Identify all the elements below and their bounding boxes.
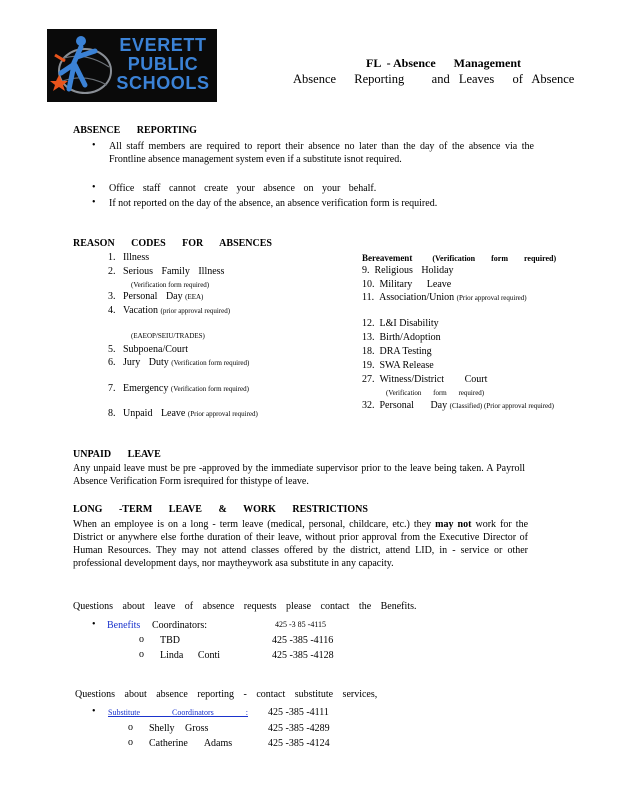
reason-codes-left-list	[108, 252, 308, 432]
bullet: •	[92, 706, 96, 717]
code-number: 7.	[108, 383, 116, 394]
code-note: (Prior approval required)	[456, 294, 527, 302]
code-number: 2.	[108, 266, 116, 277]
everett-public-schools-logo	[47, 29, 217, 102]
contact-name: Shelly Gross	[149, 723, 209, 734]
bullet: •	[92, 140, 96, 151]
circle-bullet: o	[139, 649, 144, 660]
code-note: (Verification form required)	[131, 281, 210, 289]
not-emphasis: not	[457, 519, 472, 530]
long-term-text	[73, 518, 528, 570]
absence-reporting-heading: ABSENCE REPORTING	[73, 125, 197, 136]
absence-bullet-3: If not reported on the day of the absence, an absence verification form is required.	[109, 198, 438, 209]
code-label: Subpoena/Court	[123, 344, 188, 355]
contact-phone: 425 -385 -4289	[268, 723, 330, 734]
code-label: SWA Release	[379, 360, 434, 371]
benefits-label: Coordinators:	[152, 620, 207, 631]
code-number: 9.	[362, 265, 370, 276]
code-note: (prior approval required)	[160, 307, 231, 315]
code-note: (Classified) (Prior approval required)	[449, 402, 554, 410]
code-label: Emergency	[123, 383, 169, 394]
long-term-heading: LONG -TERM LEAVE & WORK RESTRICTIONS	[73, 504, 368, 515]
circle-bullet: o	[139, 634, 144, 645]
reason-codes-heading: REASON CODES FOR ABSENCES	[73, 238, 272, 249]
substitutes-link[interactable]: Substitute Coordinators :	[108, 708, 248, 717]
long-term-text-a: When an employee is on a long - term leave (medical, personal, childcare, etc.) they	[73, 519, 432, 530]
code-label: Military Leave	[379, 279, 452, 290]
code-number: 3.	[108, 291, 116, 302]
unpaid-leave-text: Any unpaid leave must be pre -approved by the immediate supervisor prior to the leave being taken. A Payroll Absence Verification Form isrequired for thistype of leave.	[73, 463, 525, 487]
contact-phone: 425 -385 -4124	[268, 738, 330, 749]
unpaid-leave-heading: UNPAID LEAVE	[73, 449, 161, 460]
code-number: 10.	[362, 279, 375, 290]
absence-bullet-2: Office staff cannot create your absence on your behalf.	[109, 183, 377, 194]
code-note: (Verification form required)	[170, 385, 249, 393]
bereavement-heading: Bereavement	[362, 253, 413, 263]
code-note: (EAEOP/SEIU/TRADES)	[131, 332, 205, 340]
code-label: Vacation	[123, 305, 158, 316]
code-number: 19.	[362, 360, 375, 371]
bullet: •	[92, 619, 96, 630]
code-note: (Verification form required)	[171, 359, 250, 367]
contact-name: TBD	[160, 635, 180, 646]
code-label: Personal Day	[379, 400, 448, 411]
code-label: Illness	[123, 252, 150, 263]
benefits-question: Questions about leave of absence requests please contact the Benefits.	[73, 601, 417, 612]
substitutes-phone: 425 -385 -4111	[268, 707, 329, 718]
code-number: 32.	[362, 400, 375, 411]
code-label: Witness/District Court	[379, 374, 488, 385]
code-number: 27.	[362, 374, 375, 385]
code-note: (EEA)	[185, 293, 204, 301]
bullet: •	[92, 182, 96, 193]
code-label: Birth/Adoption	[379, 332, 441, 343]
bullet: •	[92, 197, 96, 208]
reason-codes-right-list	[362, 252, 592, 432]
contact-phone: 425 -385 -4116	[272, 635, 334, 646]
long-term-text-b: work for the District or anywhere else forthe duration of their leave, without prior approval from the Executive Director of Human Resources. They may not attend classes offered by the district, attend LID, in - service or other professional development days, nor maytheywork asa substitute in any capacity.	[73, 519, 529, 569]
logo-word-2: PUBLIC	[127, 54, 199, 74]
code-label: DRA Testing	[379, 346, 432, 357]
code-note: (Verification form required)	[386, 389, 485, 397]
page-subtitle: Absence Reporting and Leaves of Absence	[293, 72, 575, 86]
code-number: 5.	[108, 344, 116, 355]
code-number: 12.	[362, 318, 375, 329]
code-number: 8.	[108, 408, 116, 419]
code-number: 4.	[108, 305, 116, 316]
code-label: Personal Day	[123, 291, 183, 302]
code-note: (Prior approval required)	[187, 410, 258, 418]
code-number: 6.	[108, 357, 116, 368]
page-title: FL - Absence Management	[366, 56, 521, 70]
circle-bullet: o	[128, 737, 133, 748]
may-emphasis: may	[435, 519, 454, 530]
code-label: Association/Union	[379, 292, 455, 303]
contact-phone: 425 -385 -4128	[272, 650, 334, 661]
code-label: Serious Family Illness	[123, 266, 225, 277]
code-number: 13.	[362, 332, 375, 343]
code-number: 1.	[108, 252, 116, 263]
circle-bullet: o	[128, 722, 133, 733]
code-number: 18.	[362, 346, 375, 357]
logo-word-1: EVERETT	[119, 35, 207, 55]
logo-word-3: SCHOOLS	[116, 73, 210, 93]
code-label: L&I Disability	[379, 318, 439, 329]
benefits-phone: 425 -3 85 -4115	[275, 620, 327, 629]
absence-bullet-1: All staff members are required to report their absence no later than the day of the absence via the Frontline absence management system even if a substitute isnot required.	[109, 141, 534, 165]
contact-name: Catherine Adams	[149, 738, 233, 749]
code-label: Religious Holiday	[374, 265, 454, 276]
code-number: 11.	[362, 292, 375, 303]
bereavement-note: (Verification form required)	[432, 254, 557, 263]
code-label: Unpaid Leave	[123, 408, 186, 419]
code-label: Jury Duty	[123, 357, 169, 368]
substitutes-question: Questions about absence reporting - contact substitute services,	[75, 689, 378, 700]
benefits-link[interactable]: Benefits	[107, 620, 141, 631]
contact-name: Linda Conti	[160, 650, 221, 661]
